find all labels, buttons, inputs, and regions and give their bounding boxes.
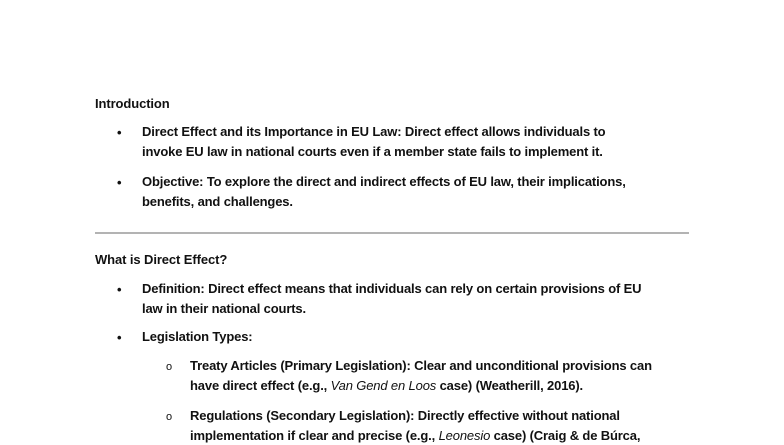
sub-bullet-line bbox=[190, 376, 710, 396]
bullet-line: Direct Effect and its Importance in EU Law: Direct effect allows individuals to bbox=[142, 122, 702, 142]
sub-bullet-line: Regulations (Secondary Legislation): Directly effective without national bbox=[190, 406, 710, 426]
sub-bullet-treaty-articles bbox=[190, 356, 710, 395]
section-heading-introduction: Introduction bbox=[95, 96, 170, 111]
text-run: have direct effect (e.g., bbox=[190, 378, 331, 393]
sub-bullet-marker: o bbox=[166, 361, 172, 373]
bullet-marker: • bbox=[117, 175, 122, 190]
text-run: case) (Craig & de Búrca, bbox=[490, 428, 640, 443]
case-name: Leonesio bbox=[439, 428, 491, 443]
sub-bullet-marker: o bbox=[166, 411, 172, 423]
case-name: Van Gend en Loos bbox=[331, 378, 437, 393]
bullet-direct-effect-importance bbox=[142, 122, 702, 161]
bullet-line: Legislation Types: bbox=[142, 327, 702, 347]
bullet-marker: • bbox=[117, 282, 122, 297]
bullet-line: benefits, and challenges. bbox=[142, 192, 702, 212]
bullet-legislation-types bbox=[142, 327, 702, 347]
text-run: case) (Weatherill, 2016). bbox=[436, 378, 583, 393]
section-heading-what-is-direct-effect: What is Direct Effect? bbox=[95, 252, 227, 267]
sub-bullet-line: Treaty Articles (Primary Legislation): Clear and unconditional provisions can bbox=[190, 356, 710, 376]
text-run: implementation if clear and precise (e.g., bbox=[190, 428, 439, 443]
bullet-line: law in their national courts. bbox=[142, 299, 702, 319]
bullet-definition bbox=[142, 279, 702, 318]
bullet-marker: • bbox=[117, 330, 122, 345]
bullet-objective bbox=[142, 172, 702, 211]
sub-bullet-regulations bbox=[190, 406, 710, 445]
bullet-line: Definition: Direct effect means that individuals can rely on certain provisions of EU bbox=[142, 279, 702, 299]
bullet-marker: • bbox=[117, 125, 122, 140]
bullet-line: invoke EU law in national courts even if a member state fails to implement it. bbox=[142, 142, 702, 162]
bullet-line: Objective: To explore the direct and indirect effects of EU law, their implications, bbox=[142, 172, 702, 192]
section-divider bbox=[95, 232, 689, 234]
sub-bullet-line bbox=[190, 426, 710, 445]
